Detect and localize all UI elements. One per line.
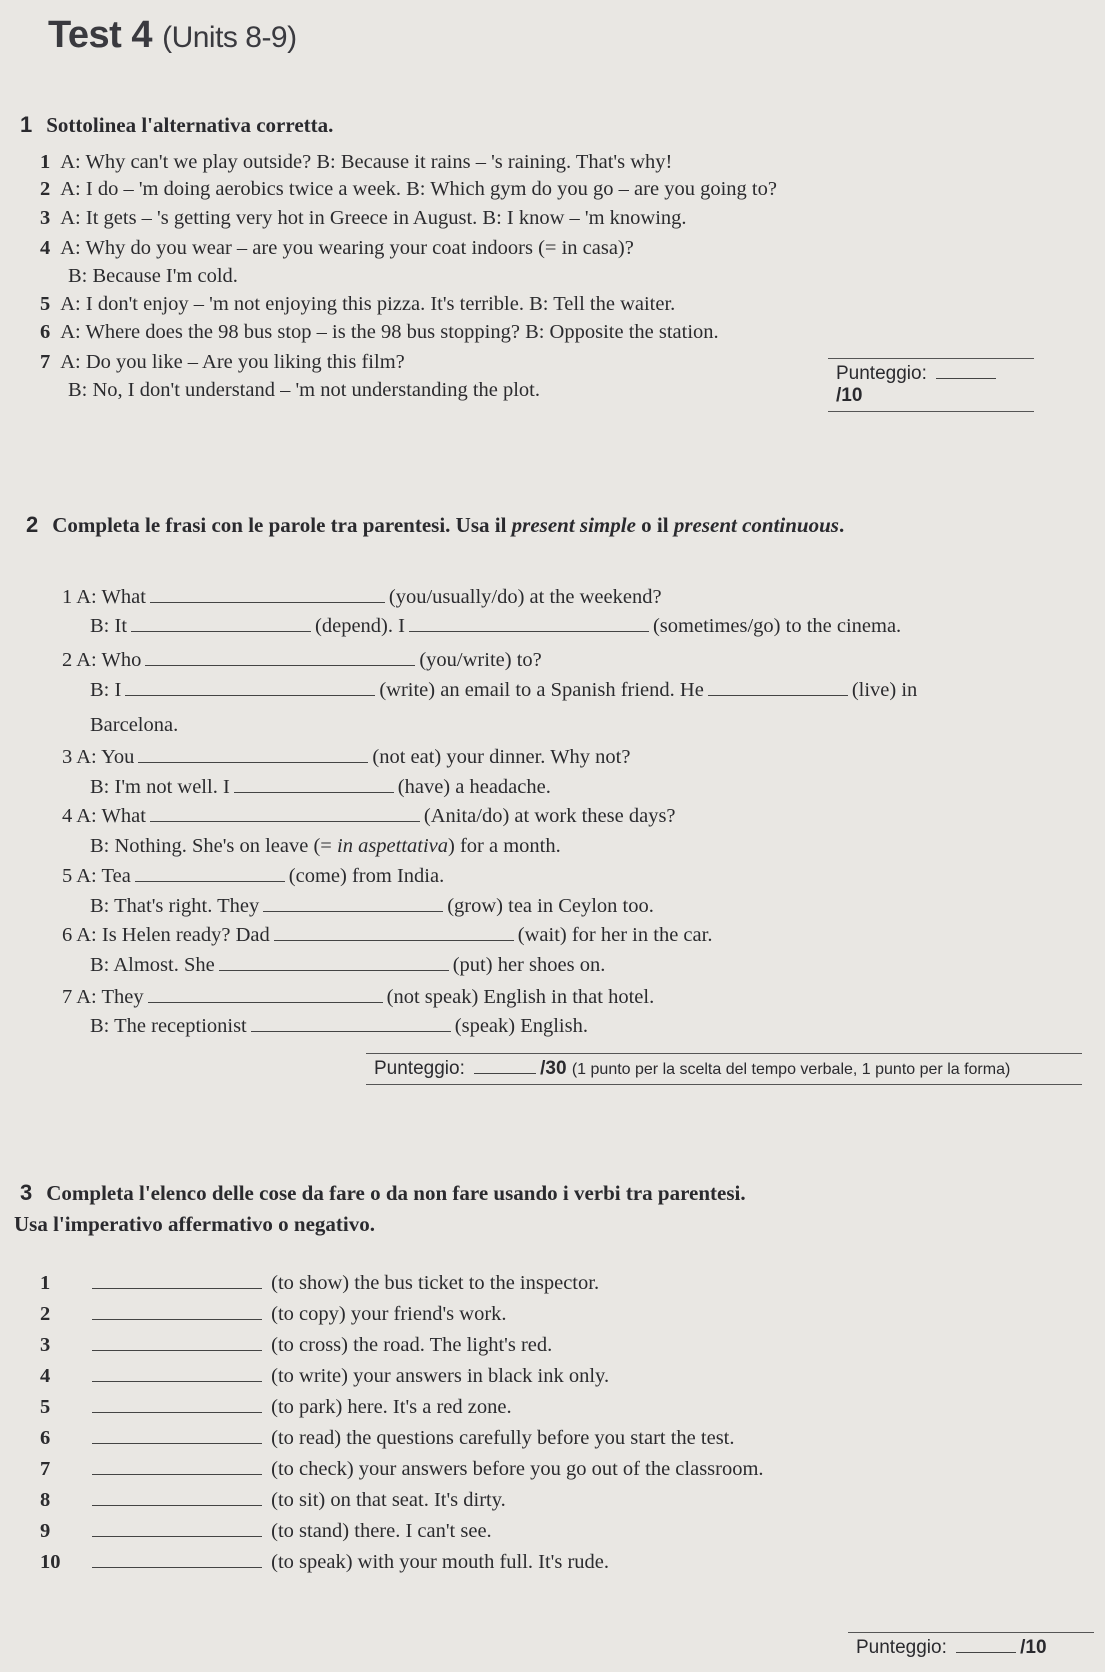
title-main: Test 4 [48,14,153,56]
ex1-line-7b: B: No, I don't understand – 'm not understanding the plot. [68,379,541,401]
ex1-line-7: 7 A: Do you like – Are you liking this film? [40,351,405,373]
ex2-line-15: B: The receptionist (speak) English. [90,1015,588,1037]
ex1-line-3: 3 A: It gets – 's getting very hot in Greece in August. B: I know – 'm knowing. [40,207,687,229]
ex3-number: 3 [20,1180,33,1205]
ex1-instruction: Sottolinea l'alternativa corretta. [46,113,334,137]
ex2-line-11: B: That's right. They (grow) tea in Ceylon too. [90,895,654,917]
ex1-line-6: 6 A: Where does the 98 bus stop – is the 98 bus stopping? B: Opposite the station. [40,321,719,343]
ex3-score-blank[interactable] [956,1637,1016,1653]
ex1-line-4: 4 A: Why do you wear – are you wearing your coat indoors (= in casa)? [40,237,634,259]
ex3-item-3: 3 (to cross) the road. The light's red. [40,1334,553,1356]
ex2-score-blank[interactable] [474,1058,536,1074]
ex2-line-13: B: Almost. She (put) her shoes on. [90,954,606,976]
test-title [48,14,297,57]
ex1-score: Punteggio: /10 [828,358,1034,412]
ex2-line-5: Barcelona. [90,714,179,736]
ex1-number: 1 [20,112,33,137]
title-units: (Units 8-9) [162,21,297,54]
ex2-score: Punteggio: /30 (1 punto per la scelta del tempo verbale, 1 punto per la forma) [366,1053,1082,1085]
ex1-line-5: 5 A: I don't enjoy – 'm not enjoying this pizza. It's terrible. B: Tell the waiter. [40,293,676,315]
ex2-line-9: B: Nothing. She's on leave (= in aspettativa) for a month. [90,835,561,857]
ex3-heading: 3 Completa l'elenco delle cose da fare o da non fare usando i verbi tra parentesi. [20,1180,746,1205]
ex3-score: Punteggio: /10 [848,1632,1094,1663]
ex3-subheading: Usa l'imperativo affermativo o negativo. [14,1212,376,1236]
ex2-line-2: B: It (depend). I (sometimes/go) to the cinema. [90,615,902,637]
ex3-item-10: 10 (to speak) with your mouth full. It's rude. [40,1551,610,1573]
ex2-line-4: B: I (write) an email to a Spanish friend. He (live) in [90,679,918,701]
ex2-number: 2 [26,512,39,537]
ex1-line-1: 1 A: Why can't we play outside? B: Because it rains – 's raining. That's why! [40,151,673,173]
ex2-line-14: 7 A: They (not speak) English in that hotel. [62,986,655,1008]
ex1-line-4b: B: Because I'm cold. [68,265,238,287]
ex3-item-4: 4 (to write) your answers in black ink only. [40,1365,610,1387]
ex2-line-12: 6 A: Is Helen ready? Dad (wait) for her in the car. [62,924,713,946]
ex1-score-blank[interactable] [936,363,996,379]
ex3-item-5: 5 (to park) here. It's a red zone. [40,1396,512,1418]
ex3-item-8: 8 (to sit) on that seat. It's dirty. [40,1489,506,1511]
ex3-item-7: 7 (to check) your answers before you go out of the classroom. [40,1458,764,1480]
ex1-line-2: 2 A: I do – 'm doing aerobics twice a week. B: Which gym do you go – are you going to? [40,178,777,200]
ex2-line-6: 3 A: You (not eat) your dinner. Why not? [62,746,631,768]
ex3-item-6: 6 (to read) the questions carefully before you start the test. [40,1427,735,1449]
ex2-line-7: B: I'm not well. I (have) a headache. [90,776,551,798]
ex3-item-2: 2 (to copy) your friend's work. [40,1303,507,1325]
ex3-item-1: 1 (to show) the bus ticket to the inspector. [40,1272,600,1294]
ex2-line-3: 2 A: Who (you/write) to? [62,649,542,671]
ex2-line-1: 1 A: What (you/usually/do) at the weekend? [62,586,662,608]
ex3-item-9: 9 (to stand) there. I can't see. [40,1520,492,1542]
ex2-line-8: 4 A: What (Anita/do) at work these days? [62,805,676,827]
ex2-heading: 2 Completa le frasi con le parole tra parentesi. Usa il present simple o il present continuous. [26,512,845,537]
ex1-heading [20,112,333,138]
ex2-line-10: 5 A: Tea (come) from India. [62,865,445,887]
